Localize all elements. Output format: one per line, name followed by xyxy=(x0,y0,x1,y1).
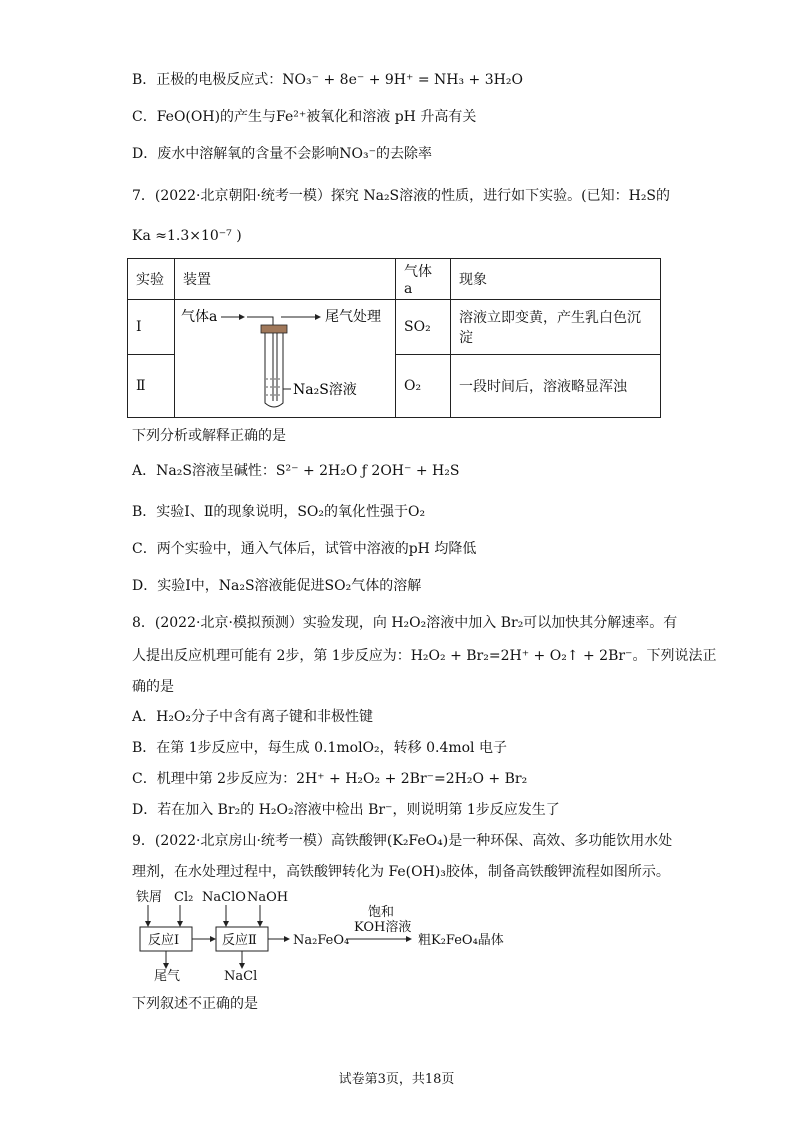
flow-product-na2feo4: Na₂FeO₄ xyxy=(293,933,350,948)
flow-reagent-saturated: 饱和 xyxy=(368,905,395,920)
apparatus-diagram xyxy=(175,301,395,417)
flow-input-cl2: Cl₂ xyxy=(174,890,194,905)
q7-prompt: 下列分析或解释正确的是 xyxy=(132,428,286,444)
apparatus-solution-label: Na₂S溶液 xyxy=(293,381,357,398)
table-row1-phenomenon: 溶液立即变黄，产生乳白色沉淀 xyxy=(451,300,661,355)
flow-input-naclo: NaClO xyxy=(202,890,246,905)
q8-option-a: A．H₂O₂分子中含有离子键和非极性键 xyxy=(132,709,374,725)
q7-experiment-table xyxy=(127,258,661,418)
q6-option-c: C．FeO(OH)的产生与Fe²⁺被氧化和溶液 pH 升高有关 xyxy=(132,109,477,125)
q7-option-a: A．Na₂S溶液呈碱性：S²⁻ + 2H₂O ƒ 2OH⁻ + H₂S xyxy=(132,463,460,479)
apparatus-gas-in-label: 气体a xyxy=(181,308,218,325)
q8-stem-line3: 确的是 xyxy=(132,679,174,695)
q8-option-c: C．机理中第 2步反应为：2H⁺ + H₂O₂ + 2Br⁻=2H₂O + Br₂ xyxy=(132,771,528,787)
flow-input-naoh: NaOH xyxy=(247,890,289,905)
flow-input-iron-filings: 铁屑 xyxy=(136,890,163,905)
flow-output-nacl: NaCl xyxy=(224,969,258,984)
flow-box1-label: 反应Ⅰ xyxy=(148,933,180,948)
q8-stem-line1: 8．(2022·北京·模拟预测）实验发现，向 H₂O₂溶液中加入 Br₂可以加快其分解速率。有 xyxy=(132,615,678,631)
q7-stem-line2: Ka ≈1.3×10⁻⁷ ) xyxy=(132,228,242,244)
table-row2-experiment: Ⅱ xyxy=(128,355,175,418)
q6-option-b-formula: NO₃⁻ + 8e⁻ + 9H⁺ = NH₃ + 3H₂O xyxy=(282,72,523,88)
q7-option-b: B．实验Ⅰ、Ⅱ的现象说明，SO₂的氧化性强于O₂ xyxy=(132,504,426,520)
table-header-gas: 气体 a xyxy=(396,259,451,300)
apparatus-exhaust-label: 尾气处理 xyxy=(325,308,381,325)
page-footer: 试卷第3页，共18页 xyxy=(338,1072,455,1087)
q7-stem-line1: 7．(2022·北京朝阳·统考一模）探究 Na₂S溶液的性质，进行如下实验。(已知：H₂S的 xyxy=(132,188,671,204)
q9-prompt: 下列叙述不正确的是 xyxy=(132,996,258,1012)
table-header-experiment: 实验 xyxy=(128,259,175,300)
table-row1-experiment: Ⅰ xyxy=(128,300,175,355)
q9-stem-line2: 理剂，在水处理过程中，高铁酸钾转化为 Fe(OH)₃胶体，制备高铁酸钾流程如图所示。 xyxy=(132,864,670,880)
table-row1-gas: SO₂ xyxy=(396,300,451,355)
q7-option-c: C．两个实验中，通入气体后，试管中溶液的pH 均降低 xyxy=(132,541,477,557)
q7-option-d: D．实验Ⅰ中，Na₂S溶液能促进SO₂气体的溶解 xyxy=(132,578,422,594)
q6-option-d: D．废水中溶解氧的含量不会影响NO₃⁻的去除率 xyxy=(132,146,432,162)
q8-option-d: D．若在加入 Br₂的 H₂O₂溶液中检出 Br⁻，则说明第 1步反应发生了 xyxy=(132,802,560,818)
q8-option-b: B．在第 1步反应中，每生成 0.1molO₂，转移 0.4mol 电子 xyxy=(132,740,507,756)
flow-final-product: 粗K₂FeO₄晶体 xyxy=(418,933,504,948)
q9-flow-diagram xyxy=(130,885,510,995)
flow-reagent-koh: KOH溶液 xyxy=(354,920,412,935)
q6-option-b-label: B．正极的电极反应式： xyxy=(132,72,283,88)
flow-box2-label: 反应Ⅱ xyxy=(222,933,257,948)
flow-output-exhaust: 尾气 xyxy=(154,969,181,984)
table-header-apparatus: 装置 xyxy=(175,259,396,300)
q8-stem-line2: 人提出反应机理可能有 2步，第 1步反应为：H₂O₂ + Br₂=2H⁺ + O₂↑ + 2Br⁻。下列说法正 xyxy=(132,648,717,664)
table-apparatus-cell xyxy=(175,300,396,418)
table-row2-phenomenon: 一段时间后，溶液略显浑浊 xyxy=(451,355,661,418)
q6-option-b xyxy=(132,70,523,90)
table-header-phenomenon: 现象 xyxy=(451,259,661,300)
table-row2-gas: O₂ xyxy=(396,355,451,418)
q9-stem-line1: 9．(2022·北京房山·统考一模）高铁酸钾(K₂FeO₄)是一种环保、高效、多功能饮用水处 xyxy=(132,833,673,849)
